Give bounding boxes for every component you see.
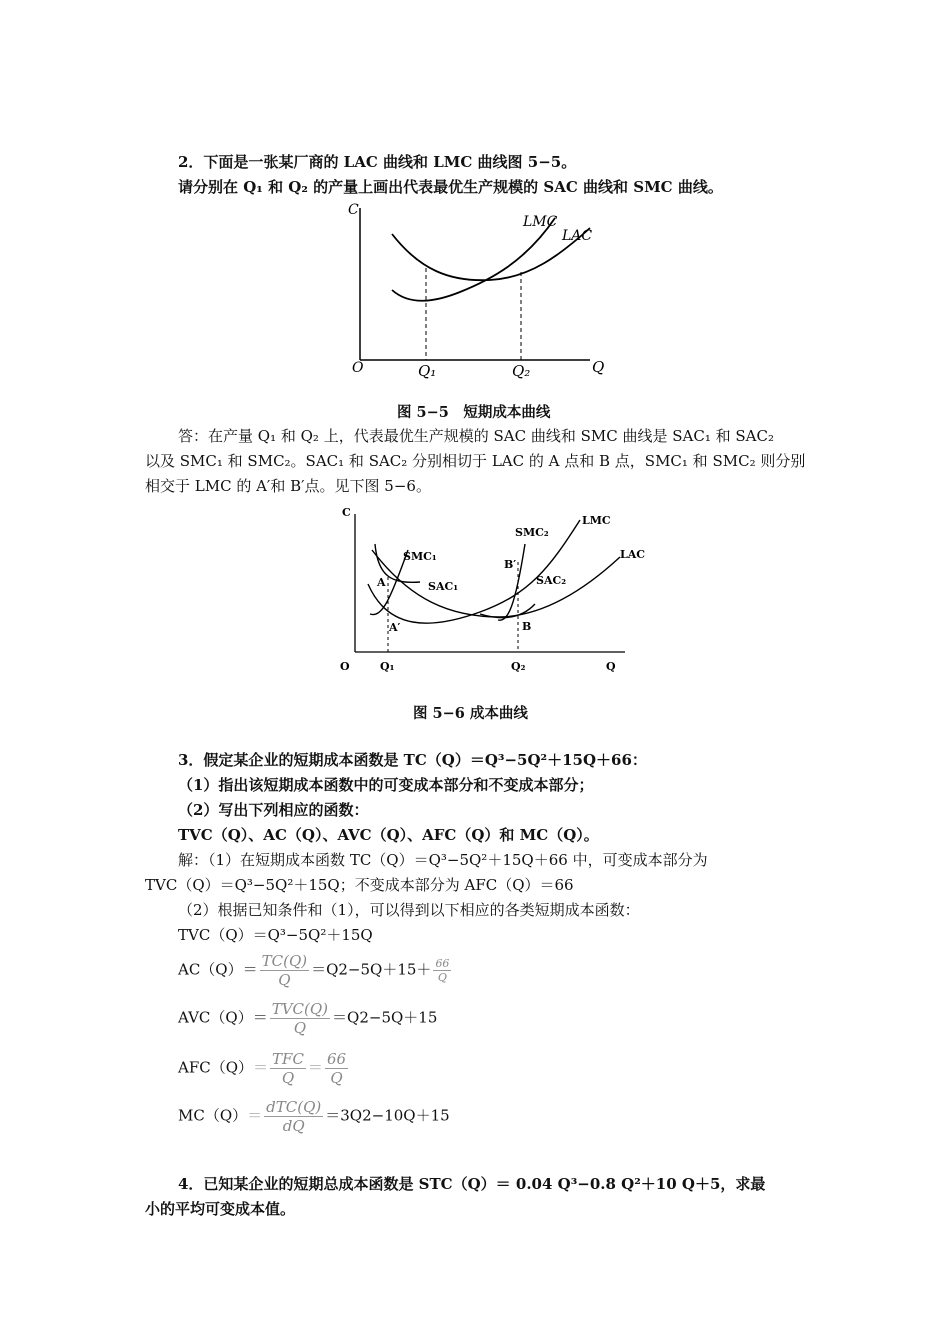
ac-lhs: AC（Q）＝	[178, 960, 258, 979]
fig2-sac1-label: SAC₁	[428, 580, 459, 593]
fig2-point-b-prime: B′	[504, 558, 517, 571]
mc-rhs: ＝3Q2−10Q＋15	[325, 1106, 450, 1125]
figure-5-6-caption: 图 5−6 成本曲线	[413, 705, 528, 722]
fig2-y-label: C	[342, 506, 351, 519]
fig2-point-a: A	[377, 576, 386, 589]
fig1-lmc-label: LMC	[523, 214, 558, 230]
solution-line2: TVC（Q）＝Q³−5Q²＋15Q；不变成本部分为 AFC（Q）＝66	[145, 876, 574, 894]
answer-line2: 以及 SMC₁ 和 SMC₂。SAC₁ 和 SAC₂ 分别相切于 LAC 的 A 点和 B 点，SMC₁ 和 SMC₂ 则分别	[145, 452, 806, 470]
fig1-lac-label: LAC	[562, 228, 593, 244]
afc-formula	[178, 1050, 350, 1087]
ac-denominator: Q	[278, 971, 291, 989]
ac-numerator: TC(Q)	[261, 952, 308, 970]
afc-numerator: TFC	[272, 1050, 304, 1068]
mc-lhs: MC（Q）	[178, 1106, 248, 1125]
avc-numerator: TVC(Q)	[271, 1000, 329, 1018]
ac-fraction-num: 66	[435, 957, 450, 970]
fig2-lac-label: LAC	[620, 548, 646, 561]
avc-formula	[178, 1000, 437, 1037]
afc-equals-1: ＝	[253, 1058, 269, 1077]
fig2-q1-label: Q₁	[380, 660, 395, 673]
afc-lhs: AFC（Q）	[178, 1058, 254, 1077]
q3-line4: TVC（Q）、AC（Q）、AVC（Q）、AFC（Q）和 MC（Q）。	[178, 826, 599, 844]
fig2-point-b: B	[522, 620, 532, 633]
avc-denominator: Q	[293, 1019, 307, 1037]
fig2-smc1-label: SMC₁	[403, 550, 437, 563]
answer-line3: 相交于 LMC 的 A′和 B′点。见下图 5−6。	[145, 477, 431, 495]
fig2-q2-label: Q₂	[511, 660, 526, 673]
mc-equals: ＝	[247, 1106, 263, 1125]
q4-line1: 4．已知某企业的短期总成本函数是 STC（Q）＝ 0.04 Q³−0.8 Q²＋10 Q＋5，求最	[178, 1175, 766, 1193]
figure-5-5-caption: 图 5−5 短期成本曲线	[397, 404, 551, 421]
solution-line1: 解：（1）在短期成本函数 TC（Q）＝Q³−5Q²＋15Q＋66 中，可变成本部分为	[178, 851, 708, 869]
fig2-smc2-curve	[498, 544, 525, 620]
fig1-lac-curve	[392, 228, 593, 280]
ac-fraction-den: Q	[437, 971, 447, 984]
afc-denominator-2: Q	[330, 1069, 343, 1087]
fig2-x-label: Q	[606, 660, 616, 673]
avc-rhs: ＝Q2−5Q＋15	[332, 1008, 438, 1027]
fig2-lmc-label: LMC	[582, 514, 611, 527]
answer-line1: 答：在产量 Q₁ 和 Q₂ 上，代表最优生产规模的 SAC 曲线和 SMC 曲线是 SAC₁ 和 SAC₂	[178, 427, 774, 445]
q3-line1: 3．假定某企业的短期成本函数是 TC（Q）＝Q³−5Q²＋15Q＋66：	[178, 751, 647, 769]
fig1-q2-label: Q₂	[512, 362, 531, 380]
avc-lhs: AVC（Q）＝	[178, 1008, 268, 1027]
fig2-smc2-label: SMC₂	[515, 526, 549, 539]
ac-rhs: ＝Q2−5Q＋15＋	[311, 960, 432, 979]
mc-formula	[178, 1098, 450, 1135]
fig1-origin: O	[352, 360, 364, 376]
ac-formula	[178, 952, 453, 989]
tvc-formula: TVC（Q）＝Q³−5Q²＋15Q	[178, 926, 373, 944]
fig1-x-label: Q	[592, 358, 605, 376]
q3-line2: （1）指出该短期成本函数中的可变成本部分和不变成本部分；	[178, 776, 594, 794]
afc-numerator-2: 66	[326, 1050, 347, 1068]
afc-equals-2: ＝	[307, 1058, 323, 1077]
fig2-point-a-prime: A′	[389, 621, 401, 634]
fig2-sac2-label: SAC₂	[536, 574, 567, 587]
fig1-y-label: C	[348, 202, 359, 218]
mc-numerator: dTC(Q)	[266, 1098, 322, 1116]
q2-line2: 请分别在 Q₁ 和 Q₂ 的产量上画出代表最优生产规模的 SAC 曲线和 SMC 曲线。	[178, 178, 723, 196]
fig2-origin: O	[340, 660, 350, 673]
q2-line1: 2．下面是一张某厂商的 LAC 曲线和 LMC 曲线图 5−5。	[178, 153, 577, 171]
mc-denominator: dQ	[282, 1117, 305, 1135]
q4-line2: 小的平均可变成本值。	[145, 1200, 296, 1218]
fig1-q1-label: Q₁	[418, 362, 437, 380]
figure-5-6	[330, 502, 650, 682]
afc-denominator: Q	[281, 1069, 295, 1087]
figure-5-5	[340, 200, 620, 390]
q3-line3: （2）写出下列相应的函数：	[178, 801, 369, 819]
solution-line3: （2）根据已知条件和（1），可以得到以下相应的各类短期成本函数：	[178, 901, 640, 919]
